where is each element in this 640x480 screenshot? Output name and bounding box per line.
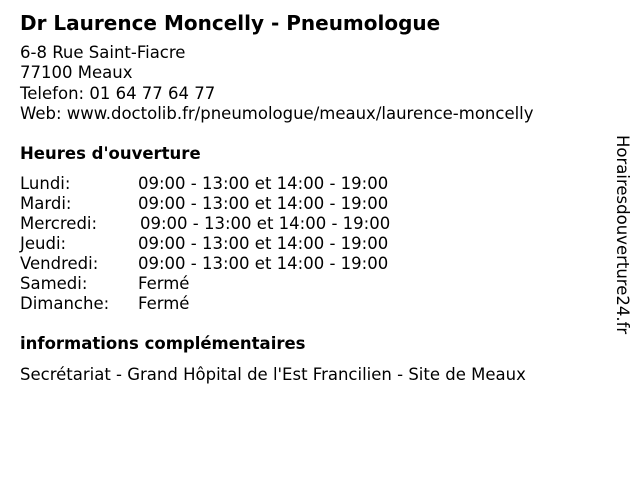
time-value: 09:00 - 13:00 et 14:00 - 19:00 [138, 234, 389, 253]
time-value: 09:00 - 13:00 et 14:00 - 19:00 [138, 174, 389, 193]
day-label: Jeudi: [20, 234, 67, 253]
day-label: Mardi: [20, 194, 72, 213]
hours-heading: Heures d'ouverture [20, 144, 201, 163]
hours-row-saturday [20, 274, 440, 294]
day-label: Samedi: [20, 274, 88, 293]
time-value: Fermé [138, 294, 190, 313]
street-address: 6-8 Rue Saint-Fiacre [20, 43, 186, 62]
address-block [20, 43, 534, 124]
hours-row-tuesday [20, 194, 440, 214]
city-postal: 77100 Meaux [20, 63, 133, 83]
hours-row-monday [20, 174, 440, 194]
day-label: Dimanche: [20, 294, 110, 313]
info-text: Secrétariat - Grand Hôpital de l'Est Francilien - Site de Meaux [20, 365, 526, 384]
day-label: Mercredi: [20, 214, 98, 233]
day-label: Lundi: [20, 174, 71, 193]
website: Web: www.doctolib.fr/pneumologue/meaux/laurence-moncelly [20, 103, 534, 123]
time-value: 09:00 - 13:00 et 14:00 - 19:00 [138, 254, 389, 273]
info-heading: informations complémentaires [20, 334, 306, 353]
time-value: 09:00 - 13:00 et 14:00 - 19:00 [140, 214, 391, 233]
phone-number: Telefon: 01 64 77 64 77 [20, 83, 216, 103]
hours-table [20, 174, 440, 314]
site-watermark: Horairesdouverture24.fr [613, 135, 632, 335]
day-label: Vendredi: [20, 254, 99, 273]
time-value: Fermé [138, 274, 190, 293]
hours-row-sunday [20, 294, 440, 314]
hours-row-thursday [20, 234, 440, 254]
hours-row-friday [20, 254, 440, 274]
page-title: Dr Laurence Moncelly - Pneumologue [20, 11, 441, 35]
hours-row-wednesday [20, 214, 440, 234]
time-value: 09:00 - 13:00 et 14:00 - 19:00 [138, 194, 389, 213]
